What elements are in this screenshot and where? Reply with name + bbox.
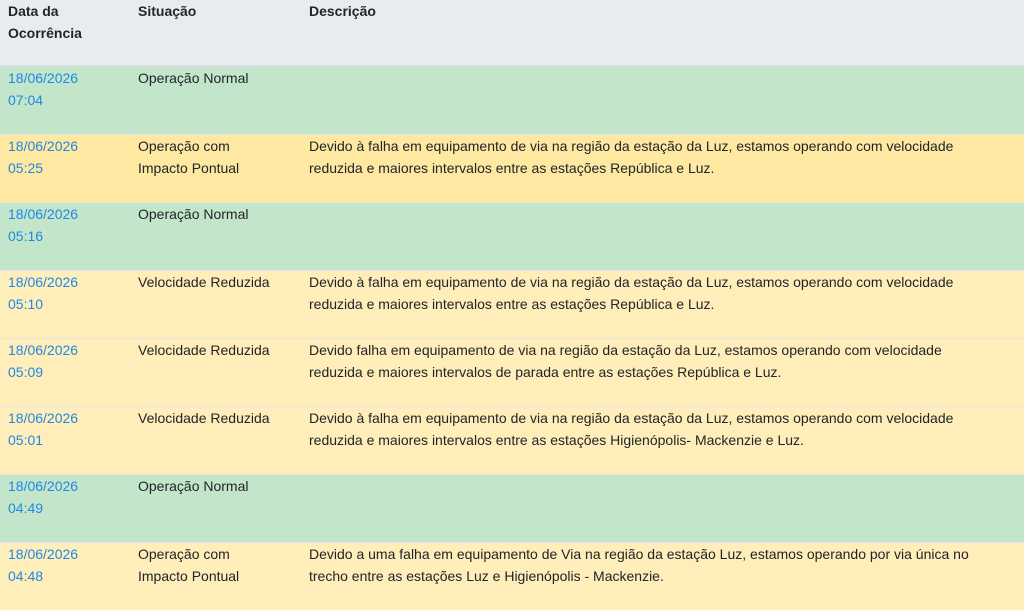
header-date-line1: Data da: [8, 3, 59, 19]
occurrence-date-cell[interactable]: [0, 474, 130, 542]
description-text-line2: reduzida e maiores intervalos entre as estações República e Luz.: [309, 295, 715, 312]
status-text-line1: Operação com: [138, 545, 230, 562]
description-text-line2: reduzida e maiores intervalos de parada entre as estações República e Luz.: [309, 363, 782, 380]
status-text-line1: Operação com: [138, 137, 230, 154]
description-cell: [301, 542, 1024, 610]
status-cell: [130, 338, 301, 406]
status-cell: [130, 406, 301, 474]
occurrence-date-cell[interactable]: [0, 202, 130, 270]
occurrence-date[interactable]: 18/06/2026: [8, 137, 79, 154]
occurrence-date-cell[interactable]: [0, 542, 130, 610]
occurrence-date-cell[interactable]: [0, 270, 130, 338]
status-text-line1: Velocidade Reduzida: [138, 409, 270, 426]
status-cell: [130, 66, 301, 134]
table-row: [0, 542, 1024, 610]
header-row: [0, 0, 1024, 66]
description-cell: [301, 406, 1024, 474]
table-row: [0, 406, 1024, 474]
occurrence-date[interactable]: 18/06/2026: [8, 341, 79, 358]
status-cell: [130, 542, 301, 610]
status-text-line1: Operação Normal: [138, 70, 249, 86]
occurrence-date-cell[interactable]: [0, 406, 130, 474]
table-header: [0, 0, 1024, 66]
occurrence-date[interactable]: 18/06/2026: [8, 545, 79, 562]
occurrence-date-cell[interactable]: [0, 66, 130, 134]
occurrence-time[interactable]: 05:09: [8, 363, 44, 380]
occurrence-time[interactable]: 04:49: [8, 499, 44, 516]
occurrence-time[interactable]: 05:01: [8, 431, 44, 448]
occurrence-date-cell[interactable]: [0, 338, 130, 406]
description-text-line2: reduzida e maiores intervalos entre as estações República e Luz.: [309, 159, 715, 176]
table-row: [0, 66, 1024, 134]
occurrence-date[interactable]: 18/06/2026: [8, 70, 79, 86]
description-text-line2: trecho entre as estações Luz e Higienópolis - Mackenzie.: [309, 567, 664, 584]
occurrence-time[interactable]: 05:10: [8, 295, 44, 312]
status-text-line1: Velocidade Reduzida: [138, 341, 270, 358]
description-cell: [301, 66, 1024, 134]
occurrence-time[interactable]: 05:16: [8, 227, 44, 244]
occurrence-time[interactable]: 05:25: [8, 159, 44, 176]
occurrence-date[interactable]: 18/06/2026: [8, 273, 79, 290]
table-row: [0, 202, 1024, 270]
occurrence-date[interactable]: 18/06/2026: [8, 409, 79, 426]
description-cell: [301, 202, 1024, 270]
table-row: [0, 134, 1024, 202]
description-text-line1: Devido à falha em equipamento de via na região da estação da Luz, estamos operando com velocidade: [309, 409, 954, 426]
description-text-line1: Devido à falha em equipamento de via na região da estação da Luz, estamos operando com velocidade: [309, 137, 954, 154]
occurrence-date[interactable]: 18/06/2026: [8, 477, 79, 494]
occurrence-date-cell[interactable]: [0, 134, 130, 202]
status-text-line1: Operação Normal: [138, 477, 249, 494]
table-row: [0, 270, 1024, 338]
table-row: [0, 338, 1024, 406]
header-date-line2: Ocorrência: [8, 25, 82, 41]
description-text-line1: Devido falha em equipamento de via na região da estação da Luz, estamos operando com velocidade: [309, 341, 942, 358]
table-row: [0, 474, 1024, 542]
description-cell: [301, 134, 1024, 202]
description-cell: [301, 338, 1024, 406]
header-description: Descrição: [309, 3, 376, 19]
description-text-line1: Devido à falha em equipamento de via na região da estação da Luz, estamos operando com velocidade: [309, 273, 954, 290]
occurrence-time[interactable]: 04:48: [8, 567, 44, 584]
description-cell: [301, 474, 1024, 542]
status-text-line1: Operação Normal: [138, 205, 249, 222]
description-text-line2: reduzida e maiores intervalos entre as estações Higienópolis- Mackenzie e Luz.: [309, 431, 804, 448]
status-cell: [130, 202, 301, 270]
occurrence-time[interactable]: 07:04: [8, 92, 44, 108]
status-text-line1: Velocidade Reduzida: [138, 273, 270, 290]
header-status: Situação: [138, 3, 197, 19]
status-cell: [130, 134, 301, 202]
description-text-line1: Devido a uma falha em equipamento de Via na região da estação Luz, estamos operando por via única no: [309, 545, 969, 562]
header-date: [0, 0, 130, 66]
table-body: [0, 66, 1024, 610]
status-cell: [130, 474, 301, 542]
status-cell: [130, 270, 301, 338]
occurrence-date[interactable]: 18/06/2026: [8, 205, 79, 222]
status-text-line2: Impacto Pontual: [138, 159, 240, 176]
description-cell: [301, 270, 1024, 338]
status-text-line2: Impacto Pontual: [138, 567, 240, 584]
